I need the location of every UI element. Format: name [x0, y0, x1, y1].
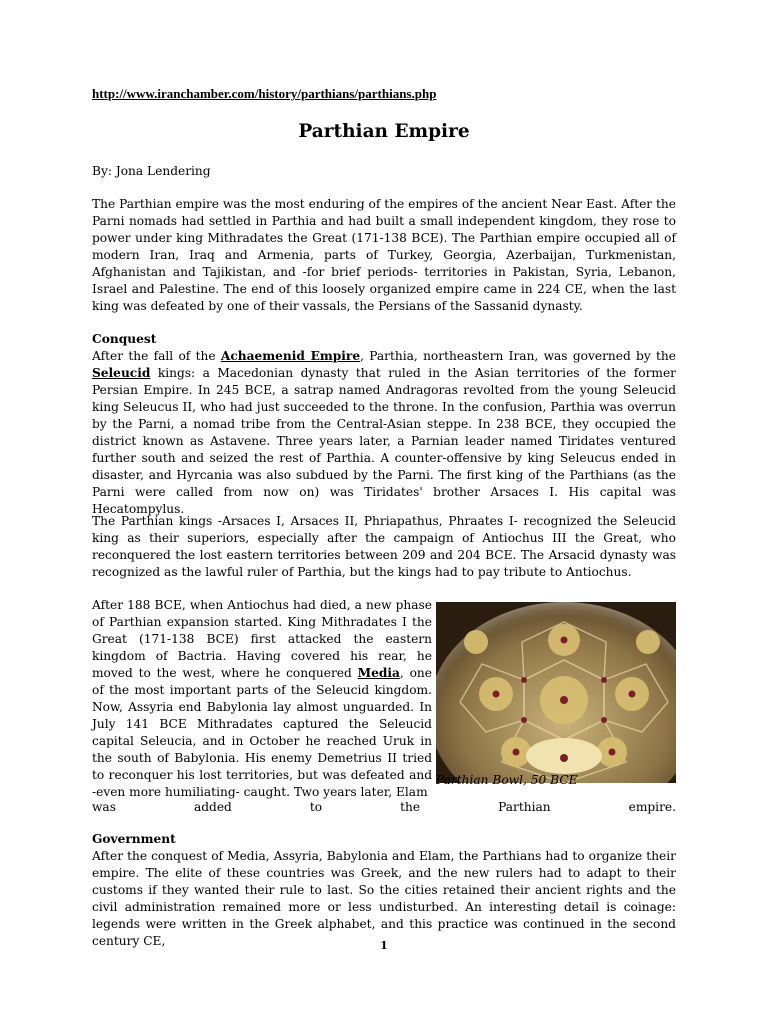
- government-heading: Government: [92, 832, 176, 846]
- media-link[interactable]: Media: [357, 666, 400, 680]
- conquest-p1-text-c: kings: a Macedonian dynasty that ruled in the Asian territories of the former Persian Empire. In 245 BCE, a satrap named Andragoras revolted from the young Seleucid king Seleucus II, who had just succeeded to the throne. In the confusion, Parthia was overrun by the Parni, a nomad tribe from the Central-Asian steppe. In 238 BCE, they occupied the district known as Astavene. Three years later, a Parnian leader named Tiridates ventured further south and seized the rest of Parthia. A counter-offensive by king Seleucus ended in disaster, and Hyrcania was also subdued by the Parni. The first king of the Parthians (as the Parni were called from now on) was Tiridates' brother Arsaces I. His capital was Hecatompylus.: [92, 366, 676, 516]
- conquest-p1-text-b: , Parthia, northeastern Iran, was governed by the: [360, 349, 676, 363]
- conquest-heading: Conquest: [92, 332, 157, 346]
- achaemenid-empire-link[interactable]: Achaemenid Empire: [220, 349, 361, 363]
- government-section: [92, 831, 676, 950]
- conquest-paragraph-2: The Parthian kings -Arsaces I, Arsaces II, Phriapathus, Phraates I- recognized the Seleucid king as their superiors, especially after the campaign of Antiochus III the Great, who reconquered the lost eastern territories between 209 and 204 BCE. The Arsacid dynasty was recognized as the lawful ruler of Parthia, but the kings had to pay tribute to Antiochus.: [92, 514, 676, 579]
- government-paragraph-1: After the conquest of Media, Assyria, Babylonia and Elam, the Parthians had to organize their empire. The elite of these countries was Greek, and the new rulers had to adapt to their customs if they wanted their rule to last. So the cities retained their ancient rights and the civil administration remained more or less undisturbed. An interesting detail is coinage: legends were written in the Greek alphabet, and this practice was continued in the second century CE,: [92, 849, 676, 948]
- figure-caption: Parthian Bowl, 50 BCE: [436, 773, 578, 787]
- seleucid-link[interactable]: Seleucid: [92, 366, 151, 380]
- parthian-bowl-image: [436, 602, 676, 783]
- conquest-paragraph-1: [92, 348, 676, 518]
- conquest-p1-text-a: After the fall of the: [92, 349, 221, 363]
- intro-paragraph: The Parthian empire was the most enduring of the empires of the ancient Near East. After the Parni nomads had settled in Parthia and had built a small independent kingdom, they rose to power under king Mithradates the Great (171-138 BCE). The Parthian empire occupied all of modern Iran, Iraq and Armenia, parts of Turkey, Georgia, Azerbaijan, Turkmenistan, Afghanistan and Tajikistan, and -for brief periods- territories in Pakistan, Syria, Lebanon, Israel and Palestine. The end of this loosely organized empire came in 224 CE, when the last king was defeated by one of their vassals, the Persians of the Sassanid dynasty.: [92, 197, 676, 313]
- conquest-section: [92, 331, 676, 518]
- conquest-p3-text-b: , one of the most important parts of the Seleucid kingdom. Now, Assyria end Babylonia lay almost unguarded. In July 141 BCE Mithradates captured the Seleucid capital Seleucia, and in October he reached Uruk in the south of Babylonia. His enemy Demetrius II tried to reconquer his lost territories, but was defeated and -even more humiliating- caught. Two years later, Elam: [92, 666, 432, 799]
- conquest-p3-text-a: After 188 BCE, when Antiochus had died, a new phase of Parthian expansion started. King Mithradates I the Great (171-138 BCE) first attacked the eastern kingdom of Bactria. Having covered his rear, he moved to the west, where he conquered: [92, 598, 432, 680]
- author-line: By: Jona Lendering: [92, 164, 211, 178]
- conquest-paragraph-3-end: was added to the Parthian empire.: [92, 800, 676, 814]
- page-title: Parthian Empire: [298, 121, 470, 142]
- page-number: 1: [380, 939, 388, 952]
- source-url-link[interactable]: http://www.iranchamber.com/history/parthians/parthians.php: [92, 86, 437, 101]
- conquest-paragraph-3: [92, 597, 432, 801]
